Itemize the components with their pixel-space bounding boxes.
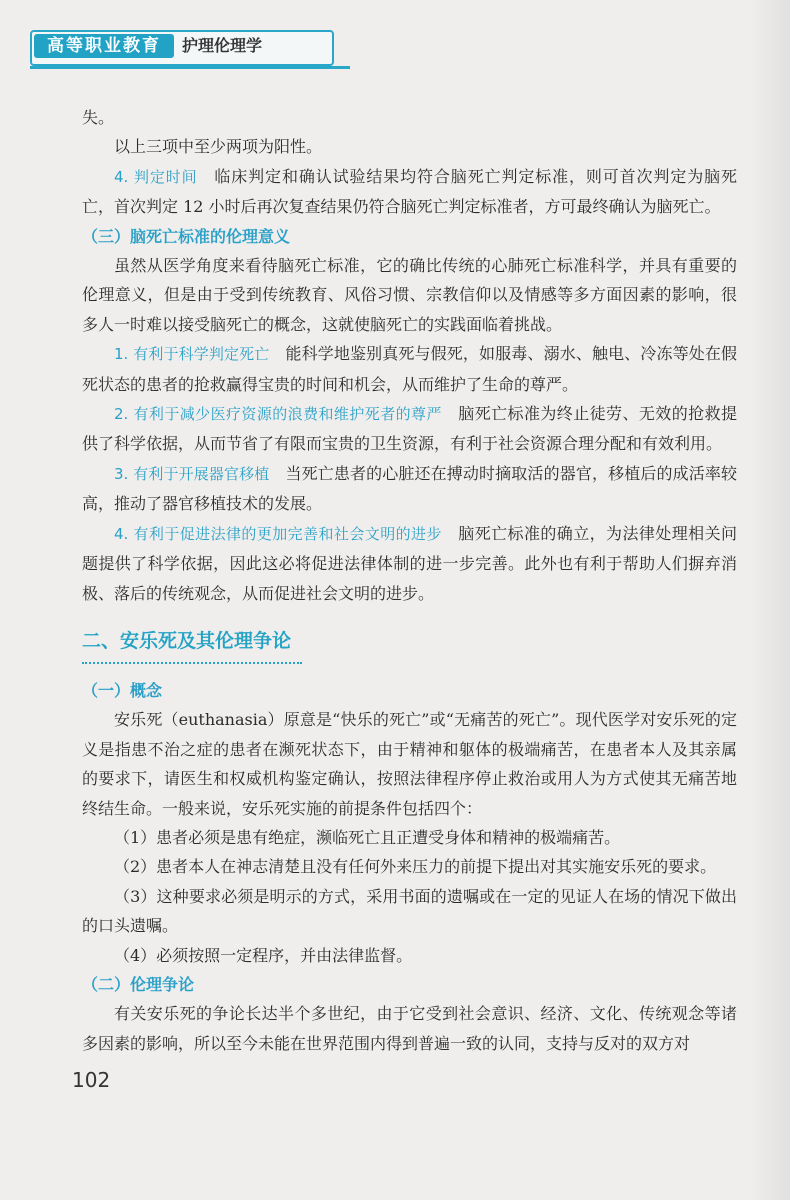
paragraph bbox=[82, 339, 737, 399]
paragraph bbox=[82, 399, 737, 459]
list-item: （1）患者必须是患有绝症，濒临死亡且正遭受身体和精神的极端痛苦。 bbox=[114, 827, 621, 847]
list-item: （2）患者本人在神志清楚且没有任何外来压力的前提下提出对其实施安乐死的要求。 bbox=[114, 857, 717, 877]
item-label: 4. 判定时间 bbox=[114, 167, 198, 186]
paragraph: 有关安乐死的争论长达半个多世纪，由于它受到社会意识、经济、文化、传统观念等诸多因素的影响，所以至今未能在世界范围内得到普遍一致的认同，支持与反对的双方对 bbox=[82, 1004, 737, 1053]
paragraph: 安乐死（euthanasia）原意是“快乐的死亡”或“无痛苦的死亡”。现代医学对安乐死的定义是指患不治之症的患者在濒死状态下，由于精神和躯体的极端痛苦，在患者本人及其亲属的要求下，请医生和权威机构鉴定确认，按照法律程序停止救治或用人为方式使其无痛苦地终结生命。一般来说，安乐死实施的前提条件包括四个： bbox=[82, 710, 737, 818]
page-number: 102 bbox=[72, 1068, 111, 1092]
subsection-heading: （二）伦理争论 bbox=[82, 974, 195, 994]
paragraph: 以上三项中至少两项为阳性。 bbox=[114, 137, 323, 157]
paragraph bbox=[82, 162, 737, 222]
item-text: 临床判定和确认试验结果均符合脑死亡判定标准，则可首次判定为脑死亡，首次判定 12 小时后再次复查结果仍符合脑死亡判定标准者，方可最终确认为脑死亡。 bbox=[82, 166, 737, 217]
item-text: 能科学地鉴别真死与假死，如服毒、溺水、触电、冷冻等处在假死状态的患者的抢救赢得宝贵的时间和机会，从而维护了生命的尊严。 bbox=[82, 344, 737, 394]
item-text: 当死亡患者的心脏还在搏动时摘取活的器官，移植后的成活率较高，推动了器官移植技术的发展。 bbox=[82, 463, 737, 514]
page-edge-shadow bbox=[750, 0, 790, 1200]
header-rule bbox=[30, 66, 350, 69]
subsection-heading: （三）脑死亡标准的伦理意义 bbox=[82, 226, 291, 246]
running-header bbox=[30, 30, 340, 70]
subsection-heading: （一）概念 bbox=[82, 680, 163, 700]
list-item: （3）这种要求必须是明示的方式，采用书面的遗嘱或在一定的见证人在场的情况下做出的口头遗嘱。 bbox=[82, 886, 737, 936]
item-text: 脑死亡标准的确立，为法律处理相关问题提供了科学依据，因此这必将促进法律体制的进一步完善。此外也有利于帮助人们摒弃消极、落后的传统观念，从而促进社会文明的进步。 bbox=[82, 523, 737, 603]
series-badge: 高等职业教育 bbox=[34, 34, 174, 58]
paragraph bbox=[82, 459, 737, 519]
item-label: 4. 有利于促进法律的更加完善和社会文明的进步 bbox=[114, 524, 442, 543]
item-label: 2. 有利于减少医疗资源的浪费和维护死者的尊严 bbox=[114, 405, 442, 424]
list-item: （4）必须按照一定程序，并由法律监督。 bbox=[114, 945, 413, 965]
section-heading: 二、安乐死及其伦理争论 bbox=[82, 626, 302, 664]
item-label: 1. 有利于科学判定死亡 bbox=[114, 345, 270, 364]
book-title: 护理伦理学 bbox=[182, 36, 263, 55]
body-text bbox=[82, 103, 737, 1058]
paragraph bbox=[82, 519, 737, 608]
paragraph: 失。 bbox=[82, 108, 115, 127]
paragraph: 虽然从医学角度来看待脑死亡标准，它的确比传统的心肺死亡标准科学，并具有重要的伦理意义，但是由于受到传统教育、风俗习惯、宗教信仰以及情感等多方面因素的影响，很多人一时难以接受脑死亡的概念，这就使脑死亡的实践面临着挑战。 bbox=[82, 256, 737, 334]
item-label: 3. 有利于开展器官移植 bbox=[114, 464, 270, 483]
item-text: 脑死亡标准为终止徒劳、无效的抢救提供了科学依据，从而节省了有限而宝贵的卫生资源，有利于社会资源合理分配和有效利用。 bbox=[82, 404, 737, 454]
